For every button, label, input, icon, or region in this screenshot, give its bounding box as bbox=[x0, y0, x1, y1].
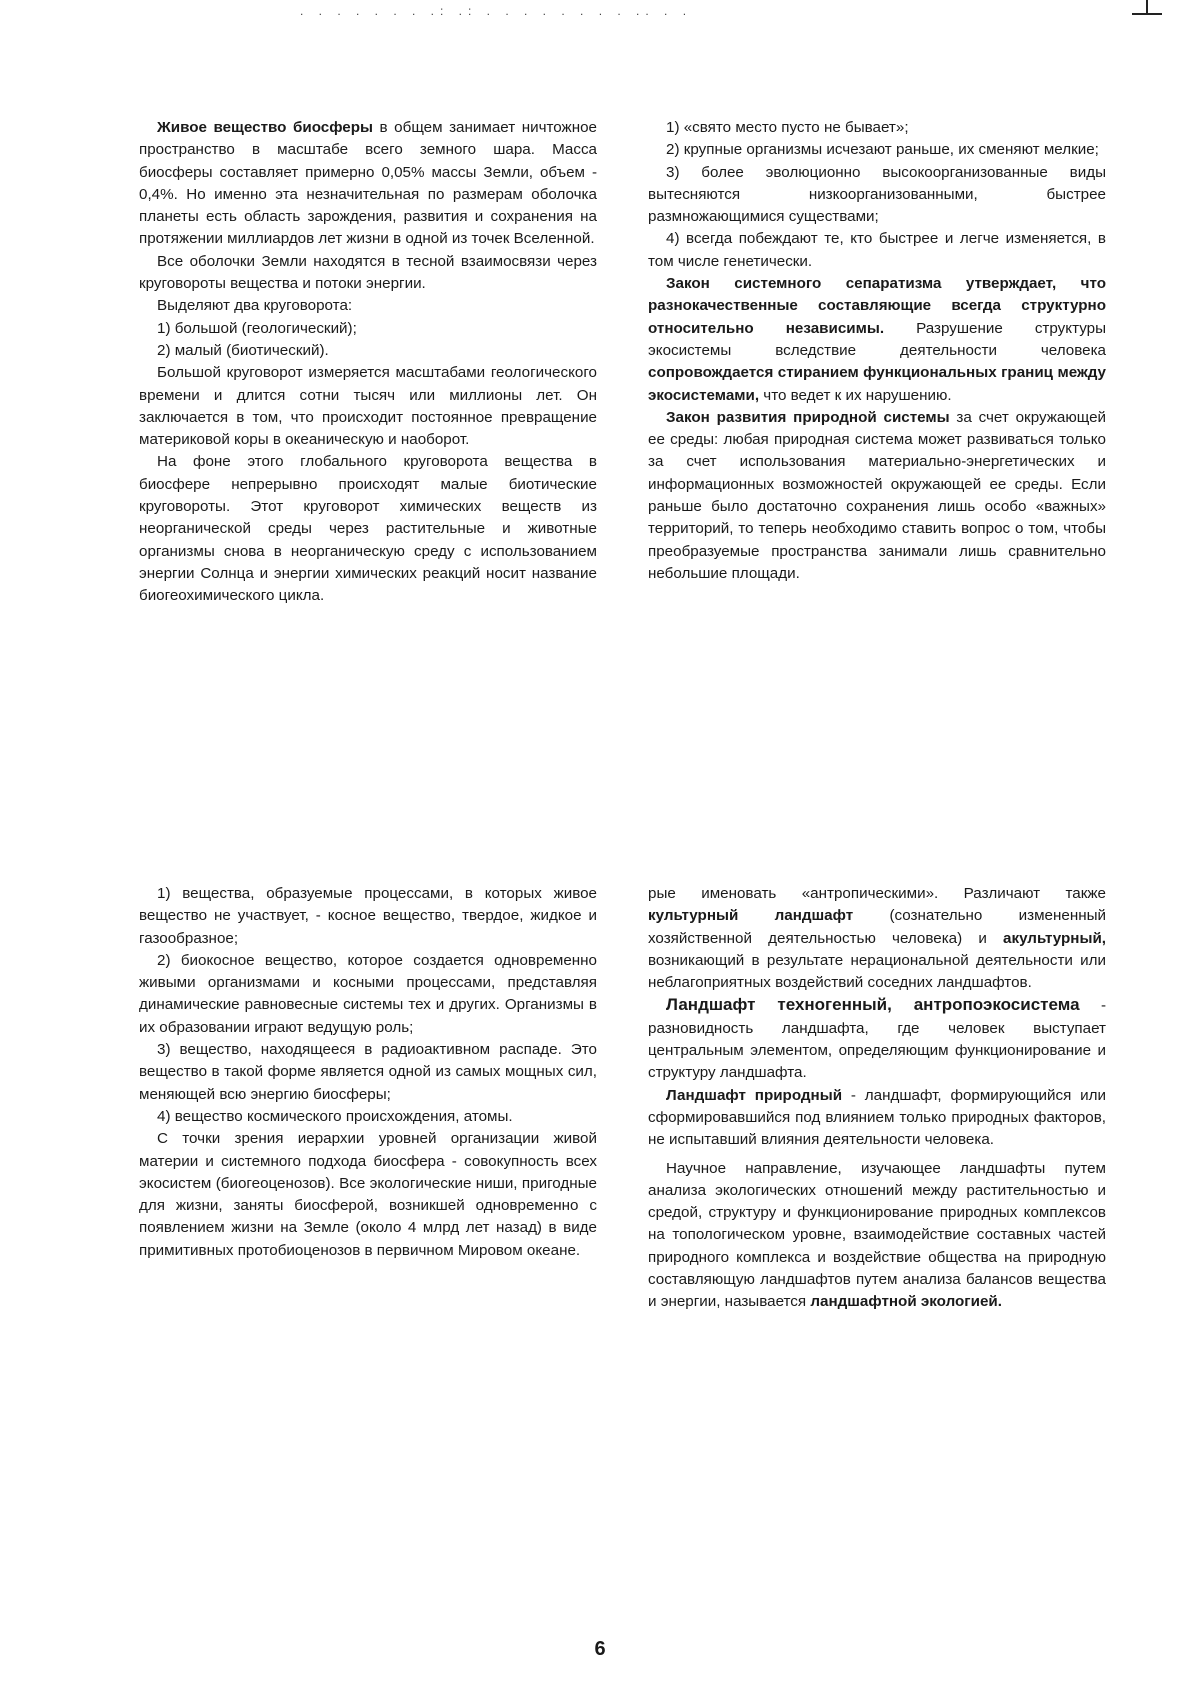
bold-term: акультурный, bbox=[1003, 929, 1106, 947]
paragraph bbox=[648, 1085, 1106, 1152]
list-item: 3) вещество, находящееся в радиоактивном распаде. Это вещество в такой форме является одной из самых мощных сил, меняющей всю энергию биосферы; bbox=[139, 1041, 597, 1103]
paragraph bbox=[648, 1158, 1106, 1314]
list-item: 4) вещество космического происхождения, атомы. bbox=[157, 1107, 513, 1125]
text-column-top-right bbox=[648, 117, 1106, 585]
list-item: 2) биокосное вещество, которое создается одновременно живыми организмами и косными процессами, представляя динамические равновесные системы тех и других. Организмы в их образовании играют ведущую роль; bbox=[139, 951, 597, 1036]
text-column-bottom-right bbox=[648, 883, 1106, 1314]
paragraph-text: возникающий в результате нерациональной деятельности или неблагоприятных воздействий соседних ландшафтов. bbox=[648, 951, 1106, 992]
paragraph-text: Разрушение структуры экосистемы вследствие деятельности человека bbox=[648, 319, 1106, 359]
bold-term: культурный ландшафт bbox=[648, 907, 854, 925]
list-item: 1) большой (геологический); bbox=[157, 319, 357, 337]
paragraph-text: (сознательно измененный хозяйственной деятельностью человека) и bbox=[648, 907, 1106, 947]
paragraph bbox=[648, 273, 1106, 407]
paragraph bbox=[139, 117, 597, 251]
list-item: 2) крупные организмы исчезают раньше, их сменяют мелкие; bbox=[666, 141, 1099, 159]
page-number: 6 bbox=[594, 1638, 606, 1660]
paragraph-text: что ведет к их нарушению. bbox=[759, 386, 952, 404]
list-item: 3) более эволюционно высокоорганизованные виды вытесняются низкоорганизованными, быстрее размножающимися существами; bbox=[648, 163, 1106, 226]
bold-term: Закон развития природной системы bbox=[666, 408, 950, 426]
list-item: 1) «свято место пусто не бывает»; bbox=[666, 119, 909, 136]
paragraph: На фоне этого глобального круговорота вещества в биосфере непрерывно происходят малые биотические круговороты. Этот круговорот химических веществ из неорганической среды через растительные и животные организмы снова в неорганическую среду с использованием энергии Солнца и энергии химических реакций носит название биогеохимического цикла. bbox=[139, 453, 597, 605]
paragraph bbox=[648, 407, 1106, 585]
bold-term: Живое вещество биосферы bbox=[157, 119, 373, 136]
paragraph: Большой круговорот измеряется масштабами геологического времени и длится сотни тысяч или миллионы лет. Он заключается в том, что происходит постоянное превращение материковой коры в океаническую и наоборот. bbox=[139, 364, 597, 449]
paragraph bbox=[648, 883, 1106, 994]
bold-term: ландшафтной экологией. bbox=[810, 1293, 1002, 1311]
paragraph-text: - ландшафт, формирующийся или сформировавшийся под влиянием только природных факторов, не испытавший влияния деятельности человека. bbox=[648, 1086, 1106, 1149]
paragraph: Все оболочки Земли находятся в тесной взаимосвязи через круговороты вещества и потоки энергии. bbox=[139, 252, 597, 293]
crop-mark-icon bbox=[1132, 0, 1162, 16]
scan-noise-top: . . . . . . . .: .: . . . . . . . . .. . . bbox=[300, 4, 693, 18]
paragraph-text: в общем занимает ничтожное пространство в масштабе всего земного шара. Масса биосферы составляет примерно 0,05% массы Земли, объем - 0,4%. Но именно эта незначительная по размерам оболочка планеты есть область зарождения, развития и сохранения на протяжении миллиардов лет жизни в одной из точек Вселенной. bbox=[139, 119, 597, 248]
paragraph: С точки зрения иерархии уровней организации живой материи и системного подхода биосфера - совокупность всех экосистем (биогеоценозов). Все экологические ниши, пригодные для жизни, заняты биосферой, возникшей одновременно с появлением жизни на Земле (около 4 млрд лет назад) в виде примитивных протобиоценозов в первичном Мировом океане. bbox=[139, 1130, 597, 1259]
text-column-bottom-left bbox=[139, 883, 597, 1262]
paragraph-text: Научное направление, изучающее ландшафты путем анализа экологических отношений между растительностью и средой, структуру и функционирование природных комплексов на топологическом уровне, взаимодействие составных частей природного комплекса и воздействие общества на природную составляющую ландшафтов путем анализа балансов вещества и энергии, называется bbox=[648, 1159, 1106, 1311]
list-item: 1) вещества, образуемые процессами, в которых живое вещество не участвует, - косное вещество, твердое, жидкое и газообразное; bbox=[139, 885, 597, 947]
paragraph-text: - разновидность ландшафта, где человек выступает центральным элементом, определяющим функционирование и структуру ландшафта. bbox=[648, 997, 1107, 1082]
bold-term: Ландшафт техногенный, антропоэкосистема bbox=[666, 995, 1080, 1015]
list-item: 4) всегда побеждают те, кто быстрее и легче изменяется, в том числе генетически. bbox=[648, 230, 1106, 270]
paragraph-text: за счет окружающей ее среды: любая природная система может развиваться только за счет использования материально-энергетических и информационных возможностей окружающей ее среды. Если раньше было достаточно сохранения лишь особо «важных» территорий, то теперь необходимо ставить вопрос о том, чтобы преобразуемые пространства занимали лишь сравнительно небольшие площади. bbox=[648, 408, 1106, 582]
paragraph bbox=[648, 994, 1106, 1084]
list-item: 2) малый (биотический). bbox=[157, 341, 329, 359]
bold-term: сопровождается стиранием функциональных границ между экосистемами, bbox=[648, 364, 1106, 404]
text-column-top-left bbox=[139, 117, 597, 608]
bold-term: Ландшафт природный bbox=[666, 1086, 843, 1104]
bold-term: Закон системного сепаратизма утверждает, что разнокачественные составляющие всегда структурно относительно независимы. bbox=[648, 275, 1106, 337]
paragraph: Выделяют два круговорота: bbox=[157, 297, 353, 315]
paragraph-text: рые именовать «антропическими». Различают также bbox=[648, 885, 1106, 902]
